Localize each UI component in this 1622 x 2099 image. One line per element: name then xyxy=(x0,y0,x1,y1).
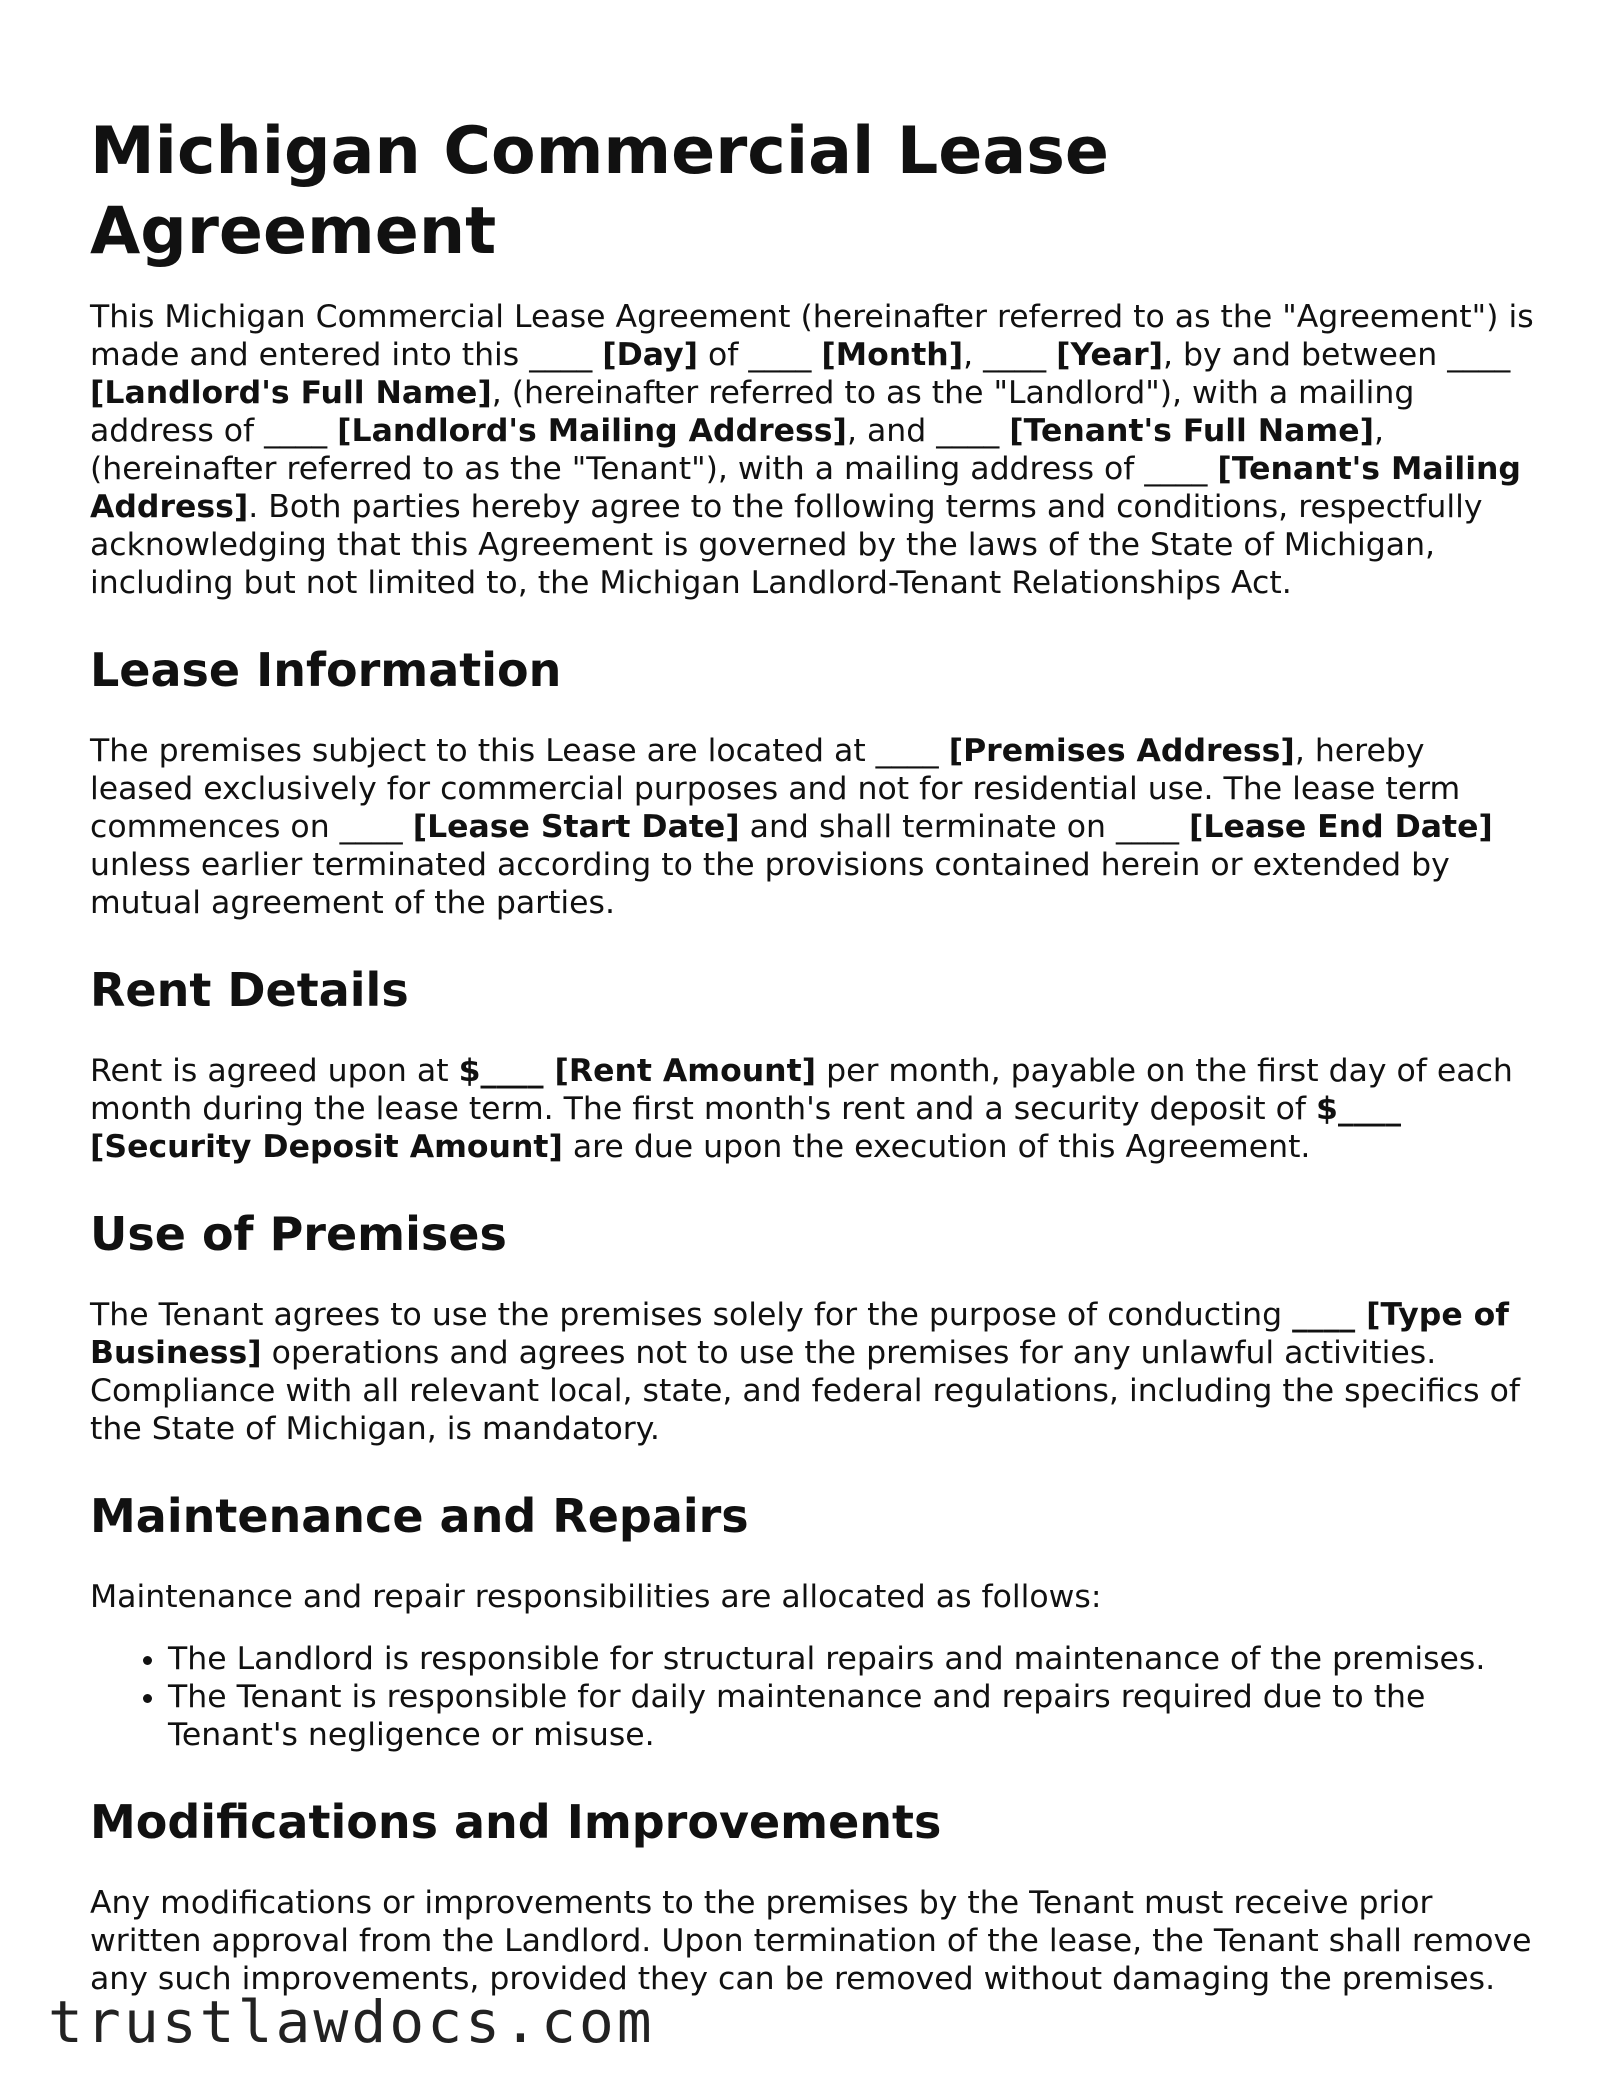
lease-information-heading: Lease Information xyxy=(90,643,562,697)
document-page xyxy=(90,112,1535,2038)
rent-details-heading: Rent Details xyxy=(90,963,409,1017)
watermark: trustlawdocs.com xyxy=(48,1988,655,2056)
maintenance-list xyxy=(90,1640,1535,1754)
rent-details-paragraph: Rent is agreed upon at $____ [Rent Amount] per month, payable on the first day of each month during the lease term. The first month's rent and a security deposit of $____ [Security Deposit Amount] are due upon the execution of this Agreement. xyxy=(90,1053,1513,1165)
modifications-paragraph: Any modifications or improvements to the premises by the Tenant must receive prior written approval from the Landlord. Upon termination of the lease, the Tenant shall remove any such improvements, provided they can be removed without damaging the premises. xyxy=(90,1885,1532,1997)
lease-information-paragraph: The premises subject to this Lease are located at ____ [Premises Address], hereby leased exclusively for commercial purposes and not for residential use. The lease term commences on ____ [Lease Start Date] and shall terminate on ____ [Lease End Date] unless earlier terminated according to the provisions contained herein or extended by mutual agreement of the parties. xyxy=(90,733,1493,921)
intro-paragraph: This Michigan Commercial Lease Agreement (hereinafter referred to as the "Agreement") is made and entered into this ____ [Day] of ____ [Month], ____ [Year], by and between ____ [Landlord's Full Name], (hereinafter referred to as the "Landlord"), with a mailing address of ____ [Landlord's Mailing Address], and ____ [Tenant's Full Name], (hereinafter referred to as the "Tenant"), with a mailing address of ____ [Tenant's Mailing Address]. Both parties hereby agree to the following terms and conditions, respectfully acknowledging that this Agreement is governed by the laws of the State of Michigan, including but not limited to, the Michigan Landlord-Tenant Relationships Act. xyxy=(90,299,1534,601)
modifications-heading: Modifications and Improvements xyxy=(90,1795,942,1849)
document-title: Michigan Commercial Lease Agreement xyxy=(90,114,1110,269)
maintenance-heading: Maintenance and Repairs xyxy=(90,1489,749,1543)
use-of-premises-heading: Use of Premises xyxy=(90,1207,507,1261)
maintenance-intro: Maintenance and repair responsibilities are allocated as follows: xyxy=(90,1579,1102,1615)
list-item: • The Landlord is responsible for structural repairs and maintenance of the premises. xyxy=(168,1640,1535,1678)
list-item: • The Tenant is responsible for daily maintenance and repairs required due to the Tenant's negligence or misuse. xyxy=(168,1678,1535,1754)
use-of-premises-paragraph: The Tenant agrees to use the premises solely for the purpose of conducting ____ [Type of Business] operations and agrees not to use the premises for any unlawful activities. Compliance with all relevant local, state, and federal regulations, including the specifics of the State of Michigan, is mandatory. xyxy=(90,1297,1520,1447)
